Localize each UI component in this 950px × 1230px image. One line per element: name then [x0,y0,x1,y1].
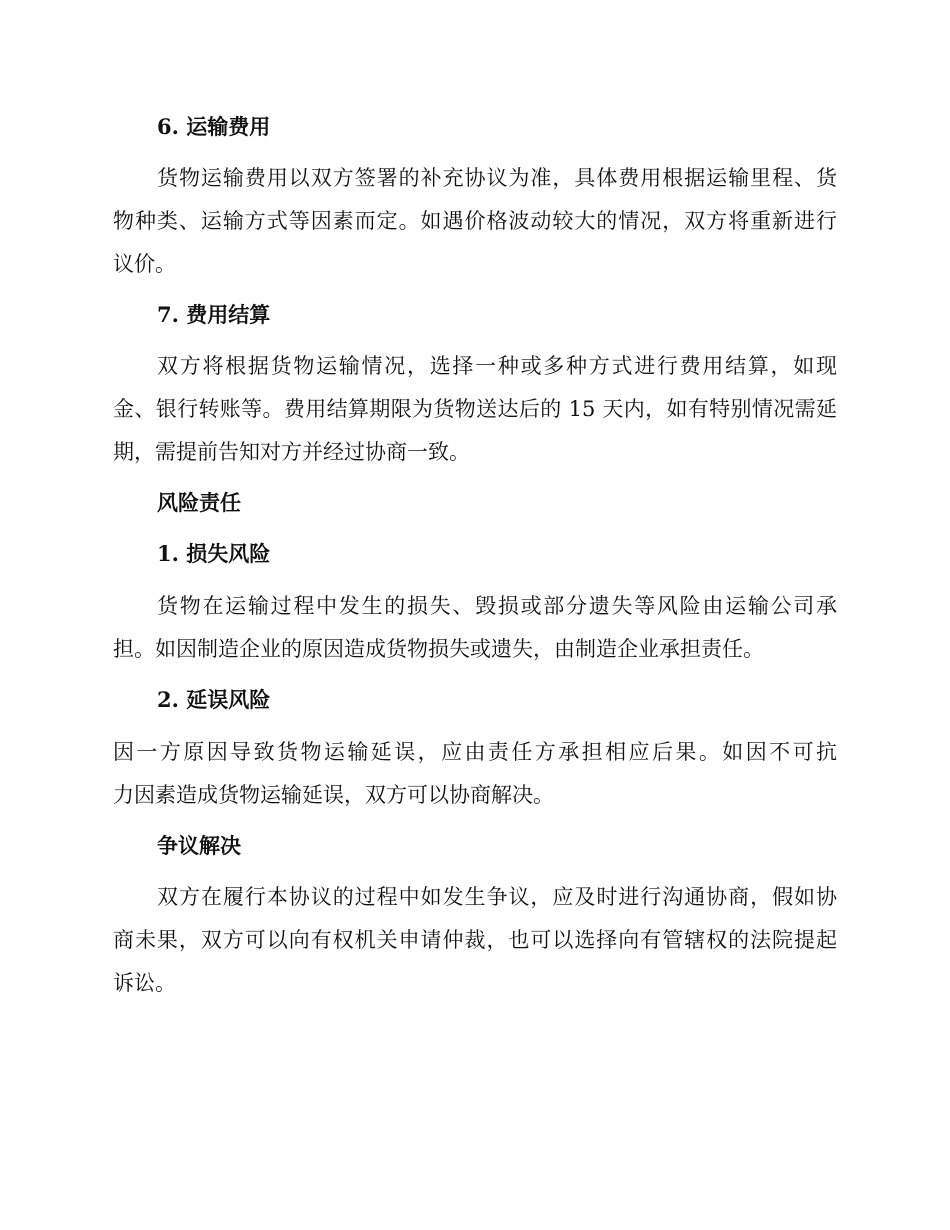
paragraph-line: 商未果，双方可以向有权机关申请仲裁，也可以选择向有管辖权的法院提起 [113,928,837,952]
section-heading: 2. 延误风险 [157,687,271,712]
section-heading: 1. 损失风险 [157,541,271,566]
paragraph-line: 物种类、运输方式等因素而定。如遇价格波动较大的情况，双方将重新进行 [113,209,837,233]
paragraph-line: 诉讼。 [113,971,176,995]
paragraph-line: 货物在运输过程中发生的损失、毁损或部分遗失等风险由运输公司承 [157,594,837,618]
paragraph-line: 货物运输费用以双方签署的补充协议为准，具体费用根据运输里程、货 [157,166,837,190]
paragraph-line: 担。如因制造企业的原因造成货物损失或遗失，由制造企业承担责任。 [113,637,764,661]
section-heading: 争议解决 [157,833,241,858]
section-heading: 6. 运输费用 [157,114,271,139]
paragraph-line: 双方将根据货物运输情况，选择一种或多种方式进行费用结算，如现 [157,354,837,378]
paragraph-line: 双方在履行本协议的过程中如发生争议，应及时进行沟通协商，假如协 [157,885,837,909]
section-heading: 风险责任 [157,490,241,515]
paragraph-line: 议价。 [113,252,176,276]
paragraph-line: 因一方原因导致货物运输延误，应由责任方承担相应后果。如因不可抗 [113,740,837,764]
paragraph-line: 力因素造成货物运输延误，双方可以协商解决。 [113,783,554,807]
paragraph-line: 金、银行转账等。费用结算期限为货物送达后的 15 天内，如有特别情况需延 [113,397,837,421]
paragraph-line: 期，需提前告知对方并经过协商一致。 [113,440,470,464]
section-heading: 7. 费用结算 [157,302,271,327]
